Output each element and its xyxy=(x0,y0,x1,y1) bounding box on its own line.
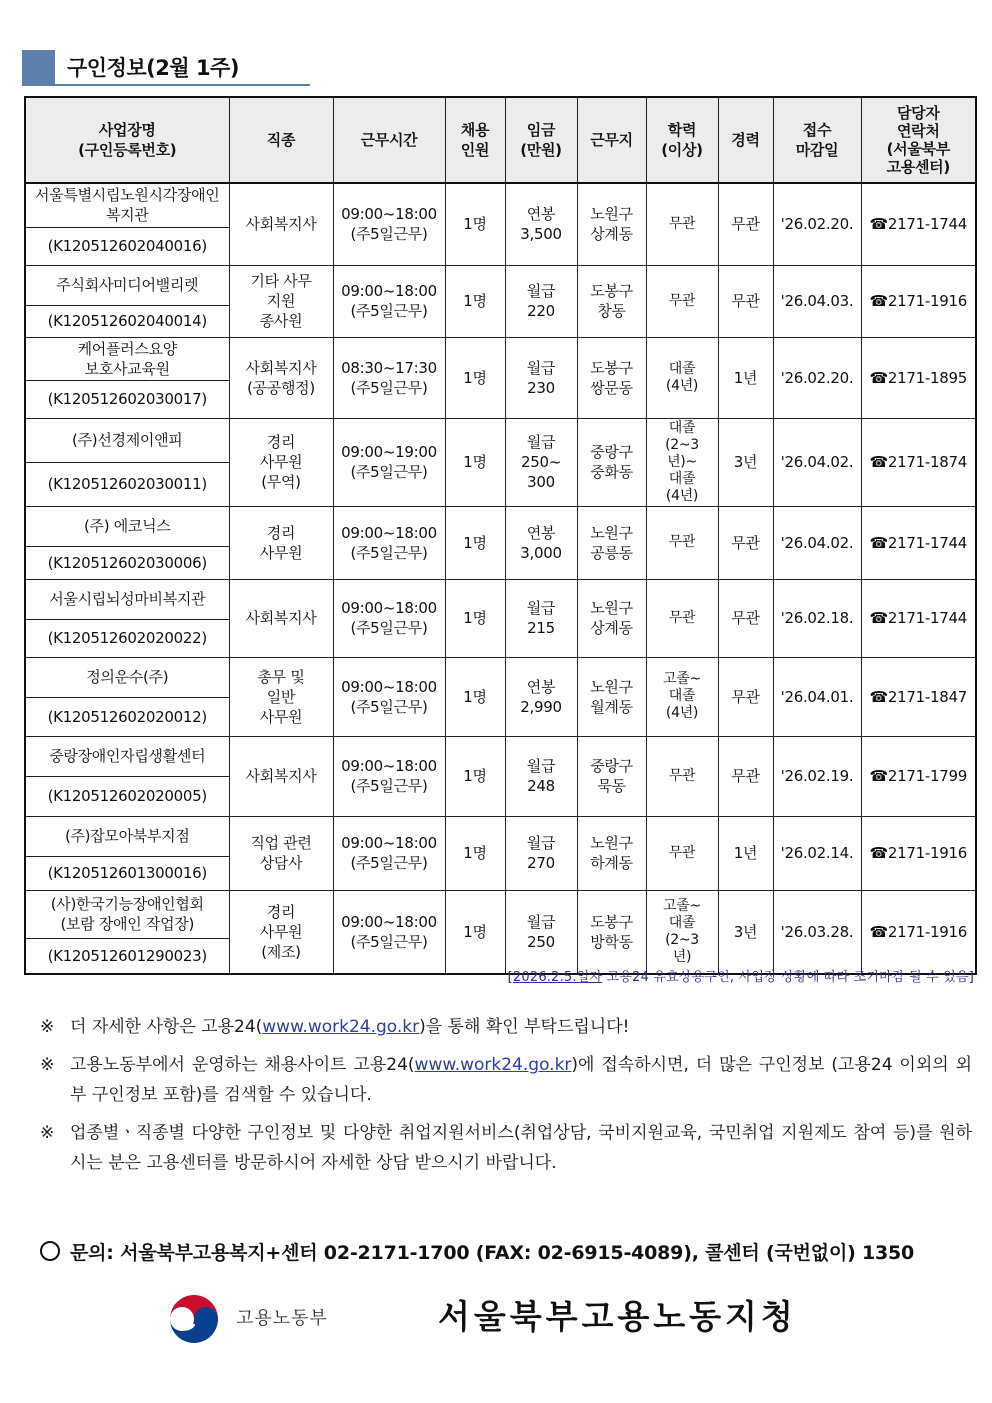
hours-cell: 09:00~18:00 (주5일근무) xyxy=(333,657,445,736)
job-cell: 총무 및 일반 사무원 xyxy=(229,657,333,736)
ministry-name: 고용노동부 xyxy=(236,1308,328,1329)
job-cell: 사회복지사 xyxy=(229,579,333,657)
location-cell: 중랑구 묵동 xyxy=(577,736,646,816)
job-cell: 사회복지사 (공공행정) xyxy=(229,337,333,418)
deadline-cell: '26.02.20. xyxy=(773,337,861,418)
experience-cell: 3년 xyxy=(718,890,773,974)
hire-cell: 1명 xyxy=(445,579,505,657)
experience-cell: 무관 xyxy=(718,579,773,657)
note-2-text-start: 고용노동부에서 운영하는 채용사이트 고용24( xyxy=(70,1055,415,1075)
hours-cell: 09:00~18:00 (주5일근무) xyxy=(333,816,445,890)
education-cell: 무관 xyxy=(646,816,718,890)
location-cell: 중랑구 중화동 xyxy=(577,418,646,506)
contact-line xyxy=(40,1238,914,1265)
job-cell: 사회복지사 xyxy=(229,736,333,816)
date-note: [2026.2.5.일자 고용24 유효상용구인, 사업장 상황에 따라 조기마감 될 수 있음] xyxy=(507,970,974,985)
location-cell: 도봉구 쌍문동 xyxy=(577,337,646,418)
hours-cell: 09:00~18:00 (주5일근무) xyxy=(333,736,445,816)
company-name-cell: 서울특별시립노원시각장애인복지관 xyxy=(25,183,229,227)
education-cell: 무관 xyxy=(646,183,718,265)
header-wage: 임금 (만원) xyxy=(505,97,577,183)
table-row xyxy=(25,816,976,856)
hire-cell: 1명 xyxy=(445,816,505,890)
phone-cell[interactable]: ☎2171-1744 xyxy=(861,506,976,579)
experience-cell: 무관 xyxy=(718,736,773,816)
table-row xyxy=(25,265,976,305)
experience-cell: 1년 xyxy=(718,816,773,890)
hire-cell: 1명 xyxy=(445,890,505,974)
header-education: 학력 (이상) xyxy=(646,97,718,183)
registration-number-cell: (K120512601300016) xyxy=(25,856,229,890)
deadline-cell: '26.03.28. xyxy=(773,890,861,974)
registration-number-cell: (K120512602030011) xyxy=(25,462,229,506)
company-name-cell: 주식회사미디어밸리렛 xyxy=(25,265,229,305)
phone-cell[interactable]: ☎2171-1847 xyxy=(861,657,976,736)
date-note-text: 고용24 유효상용구인, 사업장 상황에 따라 조기마감 될 수 있음 xyxy=(602,970,969,985)
deadline-cell: '26.02.20. xyxy=(773,183,861,265)
education-cell: 무관 xyxy=(646,506,718,579)
company-name-cell: 케어플러스요양 보호사교육원 xyxy=(25,337,229,380)
note-2 xyxy=(40,1050,972,1110)
hire-cell: 1명 xyxy=(445,418,505,506)
job-cell: 경리 사무원 (무역) xyxy=(229,418,333,506)
hire-cell: 1명 xyxy=(445,265,505,337)
header-job: 직종 xyxy=(229,97,333,183)
header-deadline: 접수 마감일 xyxy=(773,97,861,183)
location-cell: 노원구 상계동 xyxy=(577,183,646,265)
job-cell: 기타 사무 지원 종사원 xyxy=(229,265,333,337)
hours-cell: 09:00~18:00 (주5일근무) xyxy=(333,506,445,579)
contact-text: 문의: 서울북부고용복지+센터 02-2171-1700 (FAX: 02-6915-4089), 콜센터 (국번없이) 1350 xyxy=(70,1242,915,1264)
hours-cell: 09:00~18:00 (주5일근무) xyxy=(333,890,445,974)
wage-cell: 연봉 2,990 xyxy=(505,657,577,736)
job-cell: 경리 사무원 (제조) xyxy=(229,890,333,974)
job-cell: 직업 관련 상담사 xyxy=(229,816,333,890)
header-experience: 경력 xyxy=(718,97,773,183)
note-mark: ※ xyxy=(40,1017,55,1037)
hours-cell: 09:00~18:00 (주5일근무) xyxy=(333,183,445,265)
wage-cell: 월급 270 xyxy=(505,816,577,890)
experience-cell: 1년 xyxy=(718,337,773,418)
notes-section xyxy=(40,1012,972,1186)
experience-cell: 3년 xyxy=(718,418,773,506)
header-location: 근무지 xyxy=(577,97,646,183)
wage-cell: 월급 230 xyxy=(505,337,577,418)
company-name-cell: 중랑장애인자립생활센터 xyxy=(25,736,229,776)
title-underline xyxy=(22,84,310,86)
hours-cell: 09:00~19:00 (주5일근무) xyxy=(333,418,445,506)
education-cell: 무관 xyxy=(646,736,718,816)
deadline-cell: '26.02.18. xyxy=(773,579,861,657)
registration-number-cell: (K120512602030006) xyxy=(25,546,229,579)
education-cell: 대졸 (2~3 년)~ 대졸 (4년) xyxy=(646,418,718,506)
note-1-text-start: 더 자세한 사항은 고용24( xyxy=(70,1017,263,1037)
education-cell: 무관 xyxy=(646,265,718,337)
wage-cell: 월급 220 xyxy=(505,265,577,337)
phone-cell[interactable]: ☎2171-1916 xyxy=(861,890,976,974)
experience-cell: 무관 xyxy=(718,265,773,337)
work24-link[interactable]: www.work24.go.kr xyxy=(262,1017,420,1037)
company-name-cell: (주) 에코닉스 xyxy=(25,506,229,546)
deadline-cell: '26.04.02. xyxy=(773,418,861,506)
job-cell: 경리 사무원 xyxy=(229,506,333,579)
experience-cell: 무관 xyxy=(718,506,773,579)
registration-number-cell: (K120512602030017) xyxy=(25,380,229,418)
deadline-cell: '26.04.02. xyxy=(773,506,861,579)
hours-cell: 09:00~18:00 (주5일근무) xyxy=(333,579,445,657)
wage-cell: 연봉 3,500 xyxy=(505,183,577,265)
note-mark: ※ xyxy=(40,1123,55,1143)
phone-cell[interactable]: ☎2171-1799 xyxy=(861,736,976,816)
hire-cell: 1명 xyxy=(445,183,505,265)
deadline-cell: '26.04.03. xyxy=(773,265,861,337)
note-1-text-end: )을 통해 확인 부탁드립니다! xyxy=(419,1017,630,1037)
company-name-cell: (사)한국기능장애인협회 (보람 장애인 작업장) xyxy=(25,890,229,938)
circle-bullet-icon xyxy=(40,1241,60,1261)
company-name-cell: (주)잡모아북부지점 xyxy=(25,816,229,856)
hire-cell: 1명 xyxy=(445,506,505,579)
page-title: 구인정보(2월 1주) xyxy=(67,56,239,80)
note-3-text: 업종별ㆍ직종별 다양한 구인정보 및 다양한 취업지원서비스(취업상담, 국비지원교육, 국민취업 지원제도 참여 등)를 원하시는 분은 고용센터를 방문하시어 자세한 상담 받으시기 바랍니다. xyxy=(70,1123,972,1173)
hours-cell: 08:30~17:30 (주5일근무) xyxy=(333,337,445,418)
note-mark: ※ xyxy=(40,1055,55,1075)
table-row xyxy=(25,890,976,938)
location-cell: 도봉구 창동 xyxy=(577,265,646,337)
table-row xyxy=(25,506,976,546)
note-3 xyxy=(40,1118,972,1178)
table-row xyxy=(25,736,976,776)
hire-cell: 1명 xyxy=(445,657,505,736)
registration-number-cell: (K120512602040014) xyxy=(25,305,229,337)
wage-cell: 월급 250 xyxy=(505,890,577,974)
location-cell: 노원구 상계동 xyxy=(577,579,646,657)
note-1 xyxy=(40,1012,972,1042)
ministry-emblem-icon xyxy=(168,1293,220,1345)
table-row xyxy=(25,183,976,227)
table-row xyxy=(25,337,976,380)
experience-cell: 무관 xyxy=(718,657,773,736)
wage-cell: 연봉 3,000 xyxy=(505,506,577,579)
title-accent-square xyxy=(22,50,55,84)
hire-cell: 1명 xyxy=(445,736,505,816)
company-name-cell: (주)선경제이앤피 xyxy=(25,418,229,462)
phone-cell[interactable]: ☎2171-1895 xyxy=(861,337,976,418)
phone-cell[interactable]: ☎2171-1744 xyxy=(861,579,976,657)
registration-number-cell: (K120512602040016) xyxy=(25,227,229,265)
footer xyxy=(0,1285,992,1345)
registration-number-cell: (K120512602020012) xyxy=(25,697,229,736)
location-cell: 노원구 공릉동 xyxy=(577,506,646,579)
wage-cell: 월급 250~ 300 xyxy=(505,418,577,506)
table-row xyxy=(25,579,976,619)
hire-cell: 1명 xyxy=(445,337,505,418)
experience-cell: 무관 xyxy=(718,183,773,265)
header-hours: 근무시간 xyxy=(333,97,445,183)
phone-cell[interactable]: ☎2171-1916 xyxy=(861,265,976,337)
office-name: 서울북부고용노동지청 xyxy=(438,1297,797,1336)
table-header-row xyxy=(25,97,976,183)
education-cell: 대졸 (4년) xyxy=(646,337,718,418)
deadline-cell: '26.02.19. xyxy=(773,736,861,816)
hours-cell: 09:00~18:00 (주5일근무) xyxy=(333,265,445,337)
registration-number-cell: (K120512602020005) xyxy=(25,776,229,816)
page-title-block xyxy=(22,50,310,86)
table-row xyxy=(25,657,976,697)
education-cell: 무관 xyxy=(646,579,718,657)
phone-cell[interactable]: ☎2171-1916 xyxy=(861,816,976,890)
deadline-cell: '26.04.01. xyxy=(773,657,861,736)
header-company: 사업장명 (구인등록번호) xyxy=(25,97,229,183)
job-listing-table xyxy=(24,96,977,975)
wage-cell: 월급 215 xyxy=(505,579,577,657)
date-note-date: 2026.2.5.일자 xyxy=(512,970,603,985)
company-name-cell: 정의운수(주) xyxy=(25,657,229,697)
location-cell: 노원구 월계동 xyxy=(577,657,646,736)
location-cell: 도봉구 방학동 xyxy=(577,890,646,974)
education-cell: 고졸~ 대졸 (4년) xyxy=(646,657,718,736)
registration-number-cell: (K120512602020022) xyxy=(25,619,229,657)
note-2-text-end: )에 접속하시면, 더 많은 구인정보 (고용24 이외의 외부 구인정보 포함)를 검색할 수 있습니다. xyxy=(70,1055,972,1105)
work24-link[interactable]: www.work24.go.kr xyxy=(414,1055,572,1075)
table-row xyxy=(25,418,976,462)
header-contact: 담당자 연락처 (서울북부 고용센터) xyxy=(861,97,976,183)
wage-cell: 월급 248 xyxy=(505,736,577,816)
company-name-cell: 서울시립뇌성마비복지관 xyxy=(25,579,229,619)
phone-cell[interactable]: ☎2171-1744 xyxy=(861,183,976,265)
phone-cell[interactable]: ☎2171-1874 xyxy=(861,418,976,506)
education-cell: 고졸~ 대졸 (2~3 년) xyxy=(646,890,718,974)
location-cell: 노원구 하계동 xyxy=(577,816,646,890)
header-hire: 채용 인원 xyxy=(445,97,505,183)
job-cell: 사회복지사 xyxy=(229,183,333,265)
deadline-cell: '26.02.14. xyxy=(773,816,861,890)
registration-number-cell: (K120512601290023) xyxy=(25,938,229,974)
